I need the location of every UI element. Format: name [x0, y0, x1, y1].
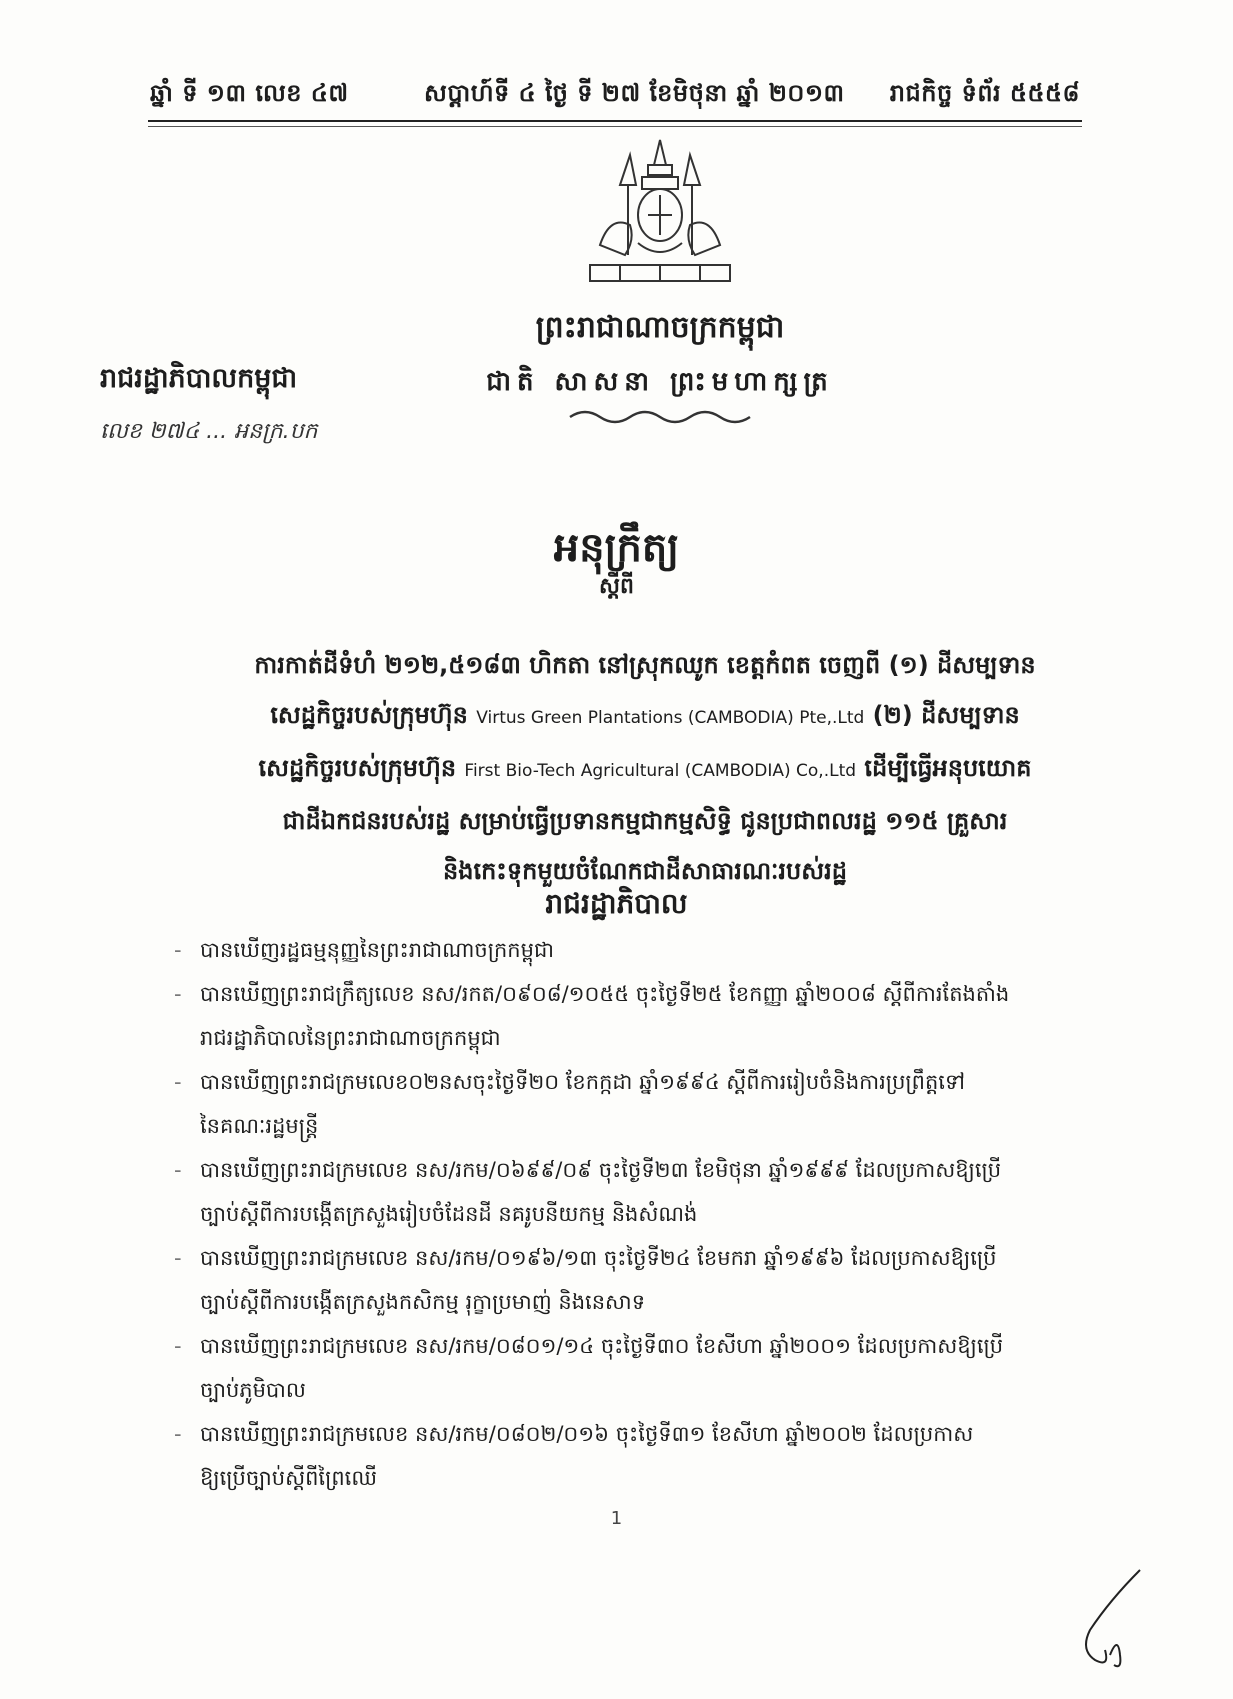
gazette-header — [150, 78, 1080, 118]
visa-item-continued: ច្បាប់ស្តីពីការបង្កើតក្រសួងរៀបចំដែនដី នគរូបនីយកម្ម និងសំណង់ — [200, 1202, 698, 1226]
kingdom-name: ព្រះរាជាណាចក្រកម្ពុជា — [535, 310, 785, 345]
ornament-divider-icon — [565, 406, 755, 428]
visa-item: - បានឃើញព្រះរាជក្រមលេខ នស/រកម/០៦៩៩/០៩ ចុះថ្ងៃទី២៣ ខែមិថុនា ឆ្នាំ១៩៩៩ ដែលប្រកាសឱ្យប្រើ — [174, 1158, 1002, 1182]
about-label: ស្តីពី — [599, 574, 634, 599]
visa-item-continued: រាជរដ្ឋាភិបាលនៃព្រះរាជាណាចក្រកម្ពុជា — [200, 1026, 501, 1050]
page-number: 1 — [610, 1508, 623, 1529]
gazette-date: សប្តាហ៍ទី ៤ ថ្ងៃ ទី ២៧ ខែមិថុនា ឆ្នាំ ២០១៣ — [424, 79, 845, 107]
national-motto: ជាតិ សាសនា ព្រះមហាក្សត្រ — [486, 367, 834, 397]
header-rule-thin — [148, 126, 1082, 127]
subject-line: សេដ្ឋកិច្ចរបស់ក្រុមហ៊ុន Virtus Green Plantations (CAMBODIA) Pte,.Ltd (២) ដីសម្បទាន — [270, 701, 1020, 729]
visa-item-continued: ច្បាប់ស្តីពីការបង្កើតក្រសួងកសិកម្ម រុក្ខាប្រមាញ់ និងនេសាទ — [200, 1290, 646, 1314]
government-heading: រាជរដ្ឋាភិបាល — [545, 887, 688, 920]
issuer-name: រាជរដ្ឋាភិបាលកម្ពុជា — [100, 363, 298, 394]
visa-item-continued: ច្បាប់ភូមិបាល — [200, 1378, 306, 1402]
visa-item: - បានឃើញព្រះរាជក្រមលេខ០២នសចុះថ្ងៃទី២០ ខែកក្កដា ឆ្នាំ១៩៩៤ ស្តីពីការរៀបចំនិងការប្រព្រឹត្តទៅ — [174, 1070, 965, 1094]
subject-line: ជាដីឯកជនរបស់រដ្ឋ សម្រាប់ធ្វើប្រទានកម្មជាកម្មសិទ្ធិ ជូនប្រជាពលរដ្ឋ ១១៥ គ្រួសារ — [282, 807, 1008, 835]
visa-item: - បានឃើញព្រះរាជក្រមលេខ នស/រកម/០៨០២/០១៦ ចុះថ្ងៃទី៣១ ខែសីហា ឆ្នាំ២០០២ ដែលប្រកាស — [174, 1422, 974, 1446]
royal-emblem-icon — [560, 135, 760, 295]
gazette-page: រាជកិច្ច ទំព័រ ៥៥៥៨ — [889, 79, 1080, 107]
visa-item-continued: ឱ្យប្រើច្បាប់ស្តីពីព្រៃឈើ — [200, 1466, 377, 1490]
subject-line: សេដ្ឋកិច្ចរបស់ក្រុមហ៊ុន First Bio-Tech Agricultural (CAMBODIA) Co,.Ltd ដើម្បីធ្វើអនុបយោគ — [258, 754, 1032, 782]
decree-subject — [170, 640, 1120, 896]
subject-line: ការកាត់ដីទំហំ ២១២,៥១៨៣ ហិកតា នៅស្រុកឈូក ខេត្តកំពត ចេញពី (១) ដីសម្បទាន — [254, 651, 1036, 679]
reference-number: លេខ ២៧៤ ... អនក្រ.បក — [100, 419, 318, 444]
visa-item: - បានឃើញព្រះរាជក្រឹត្យលេខ នស/រកត/០៩០៨/១០៥៥ ចុះថ្ងៃទី២៥ ខែកញ្ញា ឆ្នាំ២០០៨ ស្តីពីការតែងតាំង — [174, 982, 1010, 1006]
visa-item: - បានឃើញព្រះរាជក្រមលេខ នស/រកម/០១៩៦/១៣ ចុះថ្ងៃទី២៤ ខែមករា ឆ្នាំ១៩៩៦ ដែលប្រកាសឱ្យប្រើ — [174, 1246, 997, 1270]
company-name: Virtus Green Plantations (CAMBODIA) Pte,.Ltd — [476, 708, 865, 728]
header-rule — [148, 120, 1082, 122]
visa-item: - បានឃើញរដ្ឋធម្មនុញ្ញនៃព្រះរាជាណាចក្រកម្ពុជា — [174, 938, 554, 962]
initials-signature-icon — [1040, 1560, 1180, 1680]
document-type: អនុក្រឹត្យ — [553, 525, 680, 571]
company-name: First Bio-Tech Agricultural (CAMBODIA) Co,.Ltd — [464, 761, 857, 781]
visa-list — [170, 928, 1140, 1500]
gazette-issue: ឆ្នាំ ទី ១៣ លេខ ៤៧ — [150, 79, 349, 107]
visa-item-continued: នៃគណៈរដ្ឋមន្ត្រី — [200, 1114, 319, 1138]
subject-line: និងកេះទុកមួយចំណែកជាដីសាធារណៈរបស់រដ្ឋ — [442, 857, 847, 885]
visa-item: - បានឃើញព្រះរាជក្រមលេខ នស/រកម/០៨០១/១៤ ចុះថ្ងៃទី៣០ ខែសីហា ឆ្នាំ២០០១ ដែលប្រកាសឱ្យប្រើ — [174, 1334, 1004, 1358]
